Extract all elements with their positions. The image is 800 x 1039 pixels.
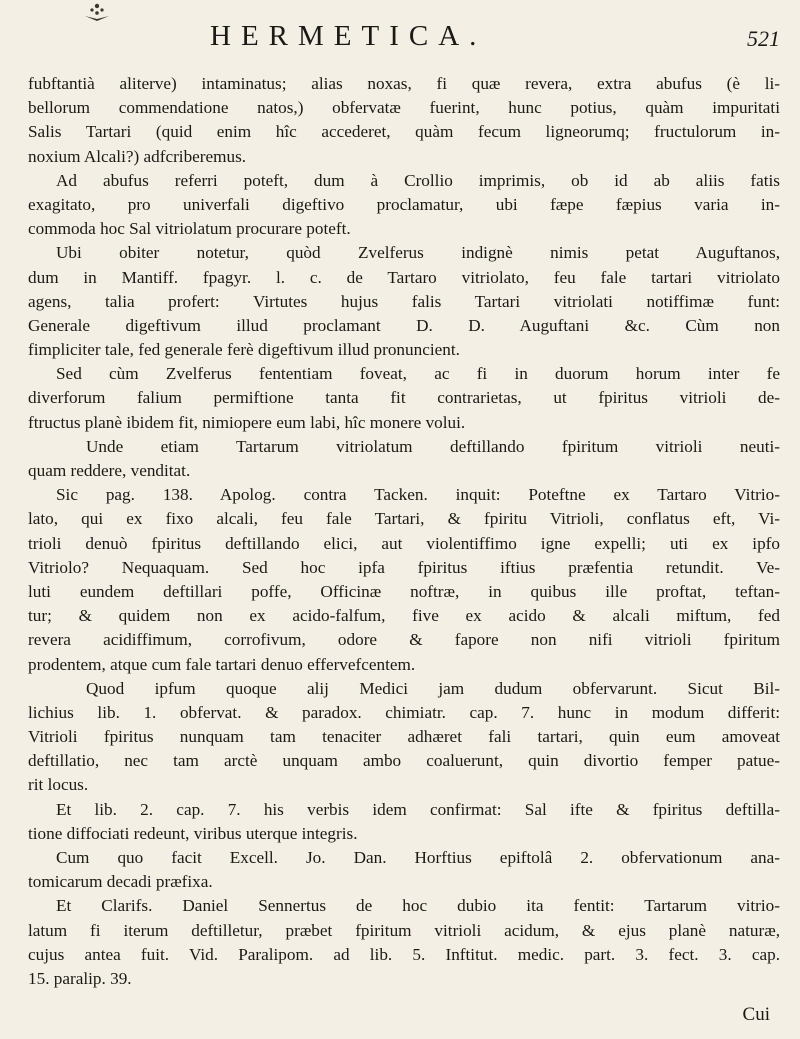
catchword: Cui [742,1004,770,1025]
body-text [28,72,780,991]
text-line: Et lib. 2. cap. 7. his verbis idem confirmat: Sal ifte & fpiritus deftilla- [56,799,780,819]
text-line: Salis Tartari (quid enim hîc accederet, quàm fecum ligneorumq; fructulorum in- [28,122,780,142]
running-title: HERMETICA. [210,20,487,52]
text-line: lato, qui ex fixo alcali, feu fale Tartari, & fpiritu Vitrioli, conflatus eft, Vi- [28,509,780,529]
text-line: bellorum commendatione natos,) obfervatæ fuerint, hunc potius, quàm impuritati [28,98,780,118]
text-line: fubftantià aliterve) intaminatus; alias noxas, fi quæ revera, extra abufus (è li- [28,74,780,93]
text-line: Sed cùm Zvelferus fententiam foveat, ac fi in duorum horum inter fe [56,364,780,384]
text-line: Ad abufus referri poteft, dum à Crollio imprimis, ob id ab aliis fatis [56,170,780,190]
text-line: Sic pag. 138. Apolog. contra Tacken. inquit: Poteftne ex Tartaro Vitrio- [56,485,780,505]
text-line: prodentem, atque cum fale tartari denuo effervefcentem. [28,654,416,674]
text-line: agens, talia profert: Virtutes hujus falis Tartari vitriolati notiffimæ funt: [28,291,780,311]
printer-flower-icon [80,0,114,22]
text-line: 15. paralip. 39. [28,968,132,988]
text-line: revera acidiffimum, corrofivum, odore & fapore non nifi vitrioli fpiritum [28,630,780,650]
text-line: Vitriolo? Nequaquam. Sed hoc ipfa fpiritus iftius præfentia retundit. Ve- [28,557,780,577]
text-line: noxium Alcali?) adfcriberemus. [28,146,247,166]
text-line: ftructus planè ibidem fit, nimiopere eum labi, hîc monere volui. [28,412,466,432]
text-line: trioli denuò fpiritus deftillando elici, aut violentiffimo igne expelli; uti ex ipfo [28,533,780,553]
text-line: dum in Mantiff. fpagyr. l. c. de Tartaro vitriolato, feu fale tartari vitriolato [28,267,780,287]
text-line: diverforum falium permiftione tanta fit contrarietas, ut fpiritus vitrioli de- [28,388,780,408]
text-line: Cum quo facit Excell. Jo. Dan. Horftius epiftolâ 2. obfervationum ana- [56,848,780,867]
text-line: rit locus. [28,775,89,795]
text-line: commoda hoc Sal vitriolatum procurare poteft. [28,219,351,239]
text-line: tione diffociati redeunt, viribus uterque integris. [28,823,358,843]
text-line: lichius lib. 1. obfervat. & paradox. chimiatr. cap. 7. hunc in modum differit: [28,702,780,722]
text-line: latum fi iterum deftilletur, præbet fpiritum vitrioli acidum, & ejus planè naturæ, [28,920,780,940]
text-line: Ubi obiter notetur, quòd Zvelferus indignè nimis petat Auguftanos, [56,243,780,263]
page-header [0,20,800,64]
text-line: deftillatio, nec tam arctè unquam ambo coaluerunt, quin divortio femper patue- [28,751,780,771]
page-number: 521 [747,26,780,51]
text-line: tomicarum decadi præfixa. [28,872,213,892]
text-line: Quod ipfum quoque alij Medici jam dudum obfervarunt. Sicut Bil- [86,678,780,698]
text-line: Unde etiam Tartarum vitriolatum deftillando fpiritum vitrioli neuti- [86,436,780,456]
text-line: exagitato, pro univerfali digeftivo proclamatur, ubi fæpe fæpius varia in- [28,194,780,214]
text-line: luti eundem deftillari poffe, Officinæ noftræ, in quibus ille proftat, teftan- [28,581,780,601]
text-line: tur; & quidem non ex acido-falfum, five ex acido & alcali miftum, fed [28,606,780,626]
text-line: Et Clarifs. Daniel Sennertus de hoc dubio ita fentit: Tartarum vitrio- [56,896,780,916]
text-line: Generale digeftivum illud proclamant D. D. Auguftani &c. Cùm non [28,315,780,335]
text-line: Vitrioli fpiritus nunquam tam tenaciter adhæret fali tartari, quin eum amoveat [28,727,780,747]
text-line: fimpliciter tale, fed generale ferè digeftivum illud pronuncient. [28,340,460,360]
text-line: quam reddere, venditat. [28,461,191,480]
text-line: cujus antea fuit. Vid. Paralipom. ad lib. 5. Inftitut. medic. part. 3. fect. 3. cap. [28,944,780,964]
